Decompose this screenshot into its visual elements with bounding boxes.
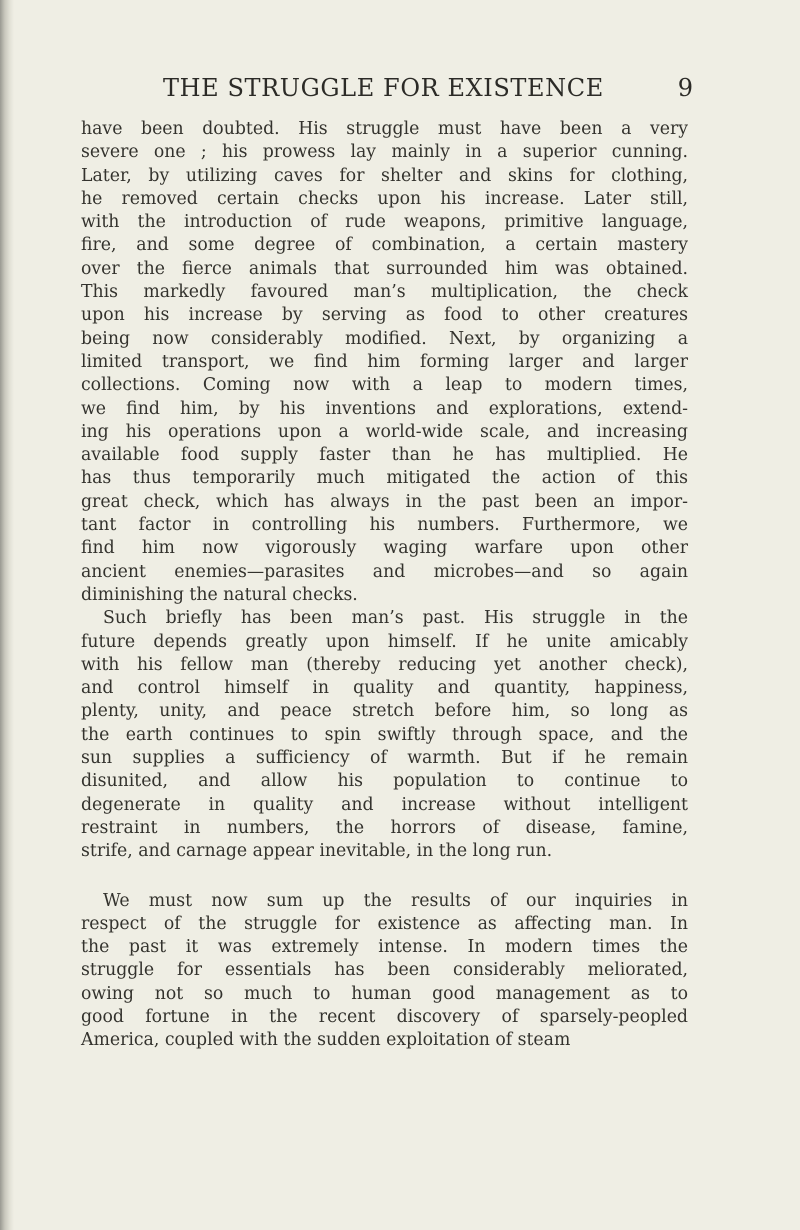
- text-line: strife, and carnage appear inevitable, in the long run.: [81, 841, 553, 862]
- text-line: limited transport, we find him forming larger and larger: [81, 351, 688, 372]
- text-line: future depends greatly upon himself. If he unite amicably: [81, 631, 688, 652]
- paragraph-2: [81, 607, 688, 863]
- text-line: struggle for essentials has been considerably meliorated,: [81, 960, 688, 981]
- text-line: fire, and some degree of combination, a certain mastery: [81, 235, 688, 256]
- text-line: This markedly favoured man’s multiplication, the check: [81, 282, 688, 303]
- text-line: plenty, unity, and peace stretch before him, so long as: [81, 701, 688, 722]
- text-line: the earth continues to spin swiftly through space, and the: [81, 724, 688, 745]
- text-line: great check, which has always in the past been an impor-: [81, 491, 688, 512]
- text-line: ancient enemies—parasites and microbes—and so again: [81, 561, 688, 582]
- text-line: We must now sum up the results of our inquiries in: [103, 890, 688, 911]
- text-line: available food supply faster than he has multiplied. He: [81, 445, 688, 466]
- text-line: restraint in numbers, the horrors of disease, famine,: [81, 817, 688, 838]
- text-line: disunited, and allow his population to continue to: [81, 771, 688, 792]
- body-text: [81, 118, 688, 1053]
- text-line: over the fierce animals that surrounded him was obtained.: [81, 258, 688, 279]
- text-line: ing his operations upon a world-wide scale, and increasing: [81, 421, 688, 442]
- text-line: the past it was extremely intense. In modern times the: [81, 937, 688, 958]
- text-line: with the introduction of rude weapons, primitive language,: [81, 212, 688, 233]
- text-line: with his fellow man (thereby reducing yet another check),: [81, 654, 688, 675]
- text-line: degenerate in quality and increase without intelligent: [81, 794, 688, 815]
- page-header: [163, 74, 693, 110]
- text-line: have been doubted. His struggle must have been a very: [81, 119, 688, 139]
- text-line: find him now vigorously waging warfare upon other: [81, 538, 688, 559]
- text-line: sun supplies a sufficiency of warmth. But if he remain: [81, 748, 688, 769]
- text-line: respect of the struggle for existence as affecting man. In: [81, 913, 688, 934]
- text-line: Such briefly has been man’s past. His struggle in the: [103, 608, 688, 629]
- text-line: he removed certain checks upon his increase. Later still,: [81, 188, 688, 209]
- running-head: THE STRUGGLE FOR EXISTENCE: [163, 74, 604, 102]
- section-gap: [81, 864, 688, 890]
- text-line: we find him, by his inventions and explorations, extend-: [81, 398, 688, 419]
- paragraph-3: [81, 890, 688, 1053]
- text-line: collections. Coming now with a leap to modern times,: [81, 375, 688, 396]
- paragraph-1: [81, 118, 688, 607]
- page-binding-edge: [0, 0, 14, 1230]
- text-line: owing not so much to human good management as to: [81, 983, 688, 1004]
- text-line: diminishing the natural checks.: [81, 584, 358, 605]
- text-line: good fortune in the recent discovery of sparsely-peopled: [81, 1006, 688, 1027]
- text-line: and control himself in quality and quantity, happiness,: [81, 678, 688, 699]
- page-number: 9: [677, 74, 693, 102]
- text-line: America, coupled with the sudden exploitation of steam: [81, 1030, 571, 1051]
- text-line: Later, by utilizing caves for shelter and skins for clothing,: [81, 165, 688, 186]
- text-line: tant factor in controlling his numbers. Furthermore, we: [81, 515, 688, 536]
- text-line: being now considerably modified. Next, by organizing a: [81, 328, 688, 349]
- text-line: has thus temporarily much mitigated the action of this: [81, 468, 688, 489]
- text-line: severe one ; his prowess lay mainly in a superior cunning.: [81, 142, 688, 163]
- text-line: upon his increase by serving as food to other creatures: [81, 305, 688, 326]
